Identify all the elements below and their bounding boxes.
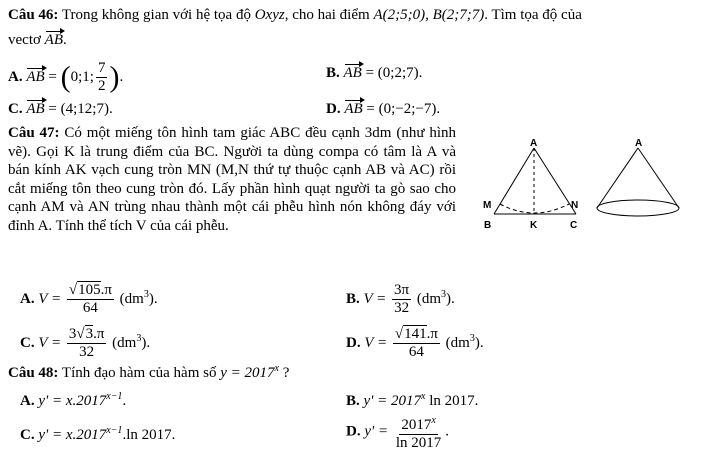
q47-opt-a-var: V =	[38, 290, 65, 307]
q46-opt-b-vector: AB	[343, 65, 362, 81]
q46-points: A(2;5;0), B(2;7;7)	[373, 7, 485, 23]
label-N: N	[571, 200, 579, 211]
q47-opt-c-num: 3√3.π	[68, 326, 105, 342]
label-C: C	[570, 220, 578, 231]
q47-label: Câu 47:	[8, 125, 60, 141]
q47-opt-b-den: 32	[394, 300, 410, 316]
q47-opt-c-unit-close: ).	[141, 334, 151, 351]
q46-opt-a-vector: AB	[26, 68, 45, 85]
q48-text: Tính đạo hàm của hàm số	[61, 365, 217, 381]
q46-text2: , cho hai điểm	[284, 7, 370, 23]
q47-opt-a-unit-close: ).	[148, 290, 158, 307]
q46-opt-a-lparen: (	[60, 60, 71, 94]
q46-option-b[interactable]	[326, 64, 422, 82]
q47-opt-c-den: 32	[79, 344, 95, 360]
q46-opt-d-vector: AB	[344, 101, 363, 117]
q47-opt-d-den: 64	[408, 344, 424, 360]
q47-option-a[interactable]	[20, 282, 158, 317]
q47-opt-a-rad: 105	[78, 282, 101, 298]
q48-opt-c-end: .ln 2017.	[122, 427, 176, 443]
q48-opt-b-end: ln 2017.	[425, 393, 479, 409]
q48-label: Câu 48:	[8, 365, 59, 381]
q46-stem	[8, 6, 582, 24]
q47-body: Có một miếng tôn hình tam giác ABC đều cạnh 3dm (như hình vẽ). Gọi K là trung điểm của BC. Người ta dùng compa có tâm là A và bán kính AK vạch cung tròn MN (M,N thứ tự thuộc cạnh AB và AC) rồi cắt miếng tôn theo cung tròn đó. Lấy phần hình quạt người ta gò sao cho cạnh AM và AN trùng nhau thành một cái phễu hình nón không đáy với đỉnh A. Tính thể tích V của cái phễu.	[8, 125, 456, 234]
triangle-figure	[483, 138, 578, 231]
q47-opt-b-unit: (dm	[416, 290, 442, 307]
q46-opt-a-label: A.	[8, 68, 23, 85]
q48-opt-c-base: y' = x.2017	[38, 427, 107, 443]
q46-option-a[interactable]: A. AB = (0;1; $\frac{7}{2}$ ).	[8, 60, 124, 94]
q47-opt-c-unit-exp: 3	[136, 332, 142, 344]
label-A2: A	[635, 138, 643, 149]
q47-opt-d-unit-exp: 3	[469, 332, 475, 344]
q48-opt-d-num-base: 2017	[401, 417, 432, 433]
q47-opt-d-rad: 141	[404, 326, 427, 342]
cone-figure	[597, 138, 679, 216]
q47-option-c[interactable]	[20, 326, 150, 361]
q48-opt-d-den: ln 2017	[395, 435, 442, 451]
q47-option-b[interactable]	[346, 282, 455, 317]
q46-opt-a-eq: =	[48, 68, 61, 85]
q47-opt-a-unit: (dm	[119, 290, 144, 307]
q46-label: Câu 46:	[8, 7, 59, 23]
q48-opt-a-end: .	[122, 393, 127, 409]
q48-opt-b-label: B.	[346, 393, 360, 409]
q47-opt-a-den: 64	[82, 300, 98, 316]
q47-opt-c-rad: 3	[85, 326, 94, 342]
cone-diagram	[478, 136, 688, 236]
label-M: M	[483, 200, 492, 211]
q47-option-d[interactable]	[346, 326, 484, 361]
q47-opt-a-pi: .π	[100, 282, 112, 298]
q47-opt-d-pi: .π	[426, 326, 438, 342]
q47-opt-b-frac	[392, 282, 411, 317]
q48-opt-d-end: .	[445, 423, 450, 440]
q48-qmark: ?	[278, 365, 290, 381]
q48-opt-a-label: A.	[20, 393, 35, 409]
q48-opt-a-exp: x−1	[106, 391, 123, 402]
q46-opt-a-den: 2	[97, 78, 106, 94]
q48-opt-a-base: y' = x.2017	[38, 393, 107, 409]
q46-opt-c-val: = (4;12;7).	[48, 101, 113, 117]
q48-fn: y = 2017	[220, 365, 275, 381]
q46-vector: AB	[44, 32, 63, 48]
q47-opt-a-num: √105.π	[68, 282, 112, 298]
q47-opt-b-unit-exp: 3	[441, 288, 447, 300]
q47-opt-c-pi: .π	[93, 326, 105, 342]
q47-opt-c-unit: (dm	[112, 334, 137, 351]
q46-stem-line2: vectơ AB.	[8, 32, 67, 48]
q47-opt-c-var: V =	[38, 334, 65, 351]
q47-opt-d-var: V =	[364, 334, 391, 351]
q46-text3: . Tìm tọa độ của	[484, 7, 582, 23]
q48-option-b[interactable]	[346, 388, 478, 410]
q48-opt-d-frac	[394, 412, 443, 452]
q46-option-c[interactable]	[8, 100, 113, 118]
q47-opt-d-label: D.	[346, 334, 361, 351]
q46-line2-text: vectơ	[8, 32, 41, 48]
q46-opt-a-in: 0;1;	[70, 68, 94, 85]
q47-stem	[8, 124, 456, 236]
q48-opt-b-base: y' = 2017	[363, 393, 422, 409]
q48-opt-d-num-exp: x	[431, 415, 436, 426]
q48-opt-d-label: D.	[346, 423, 361, 440]
q47-opt-a-frac	[67, 282, 114, 317]
q46-opt-c-label: C.	[8, 101, 23, 117]
q47-opt-d-frac	[393, 326, 440, 361]
q47-opt-c-coef: 3	[68, 326, 77, 342]
q47-opt-a-unit-exp: 3	[143, 288, 149, 300]
q48-option-a[interactable]	[20, 388, 126, 410]
q47-opt-d-unit-close: ).	[474, 334, 484, 351]
q48-opt-b-exp: x	[421, 391, 426, 402]
q46-opt-b-val: = (0;2;7).	[365, 65, 423, 81]
q46-opt-d-label: D.	[326, 101, 341, 117]
q47-opt-c-frac	[67, 326, 107, 361]
q46-opt-a-frac	[96, 60, 108, 95]
q47-opt-b-label: B.	[346, 290, 360, 307]
q48-opt-c-exp: x−1	[106, 425, 123, 436]
q48-stem	[8, 360, 289, 382]
q48-opt-c-label: C.	[20, 427, 35, 443]
q46-sys: Oxyz	[254, 7, 285, 23]
q48-option-c[interactable]	[20, 422, 175, 444]
label-K: K	[530, 220, 538, 231]
q48-opt-d-pre: y' =	[364, 423, 392, 440]
q48-fn-exp: x	[274, 363, 279, 374]
q47-opt-b-var: V =	[363, 290, 391, 307]
q47-opt-d-unit: (dm	[445, 334, 470, 351]
q47-opt-c-label: C.	[20, 334, 35, 351]
q47-opt-a-label: A.	[20, 290, 35, 307]
q47-opt-d-num: √141.π	[394, 326, 438, 342]
q46-text1: Trong không gian với hệ tọa độ	[61, 7, 251, 23]
q46-opt-a-rparen: )	[109, 60, 120, 94]
q46-opt-b-label: B.	[326, 65, 340, 81]
q46-opt-d-val: = (0;−2;−7).	[366, 101, 441, 117]
q47-opt-b-unit-close: ).	[446, 290, 455, 307]
label-A: A	[530, 138, 538, 149]
q46-option-d[interactable]	[326, 100, 440, 118]
q48-option-d[interactable]	[346, 412, 449, 452]
q47-opt-b-num: 3π	[394, 282, 410, 298]
q46-opt-c-vector: AB	[26, 101, 45, 117]
q46-opt-a-num: 7	[97, 60, 106, 76]
q48-opt-d-num	[399, 412, 437, 435]
label-B: B	[484, 220, 492, 231]
